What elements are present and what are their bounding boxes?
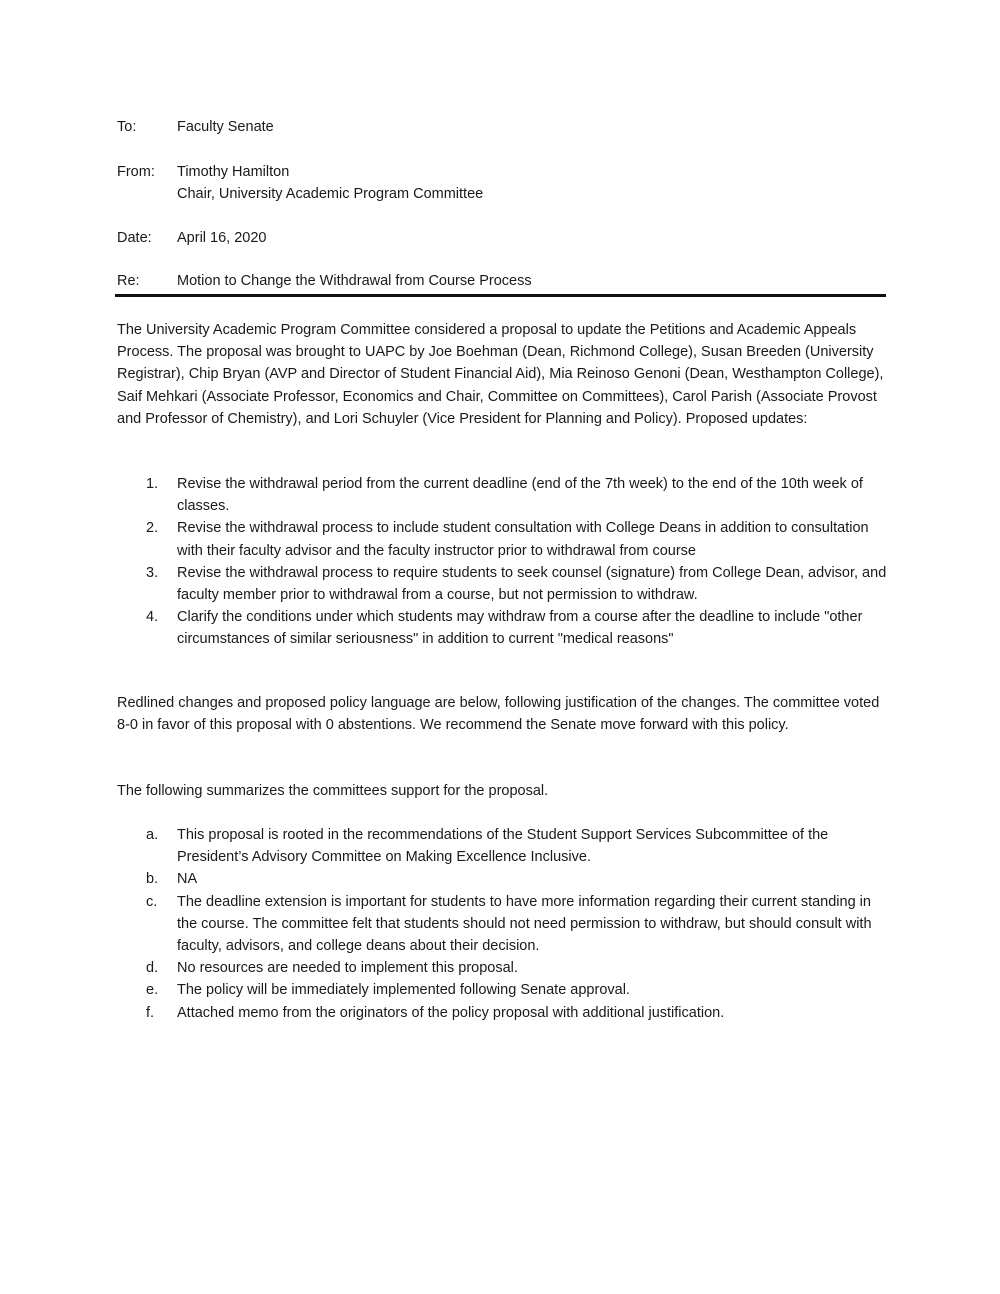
list-item-text: No resources are needed to implement this proposal.: [177, 960, 518, 977]
list-marker: b.: [146, 871, 159, 888]
list-marker: d.: [146, 960, 159, 977]
to-value: Faculty Senate: [177, 119, 274, 135]
to-label: To:: [117, 119, 137, 135]
list-item: [146, 1002, 891, 1024]
list-item: [146, 517, 891, 561]
list-marker: 4.: [146, 609, 159, 626]
list-marker: c.: [146, 893, 158, 910]
list-marker: 1.: [146, 476, 159, 492]
support-list: [146, 824, 891, 1024]
list-item: [146, 868, 891, 890]
from-name: Timothy Hamilton: [177, 164, 290, 180]
list-item-text: Clarify the conditions under which students may withdraw from a course after the deadline to include "other circumstances of similar seriousness" in addition to current "medical reasons": [177, 609, 863, 648]
list-item: [146, 979, 891, 1001]
list-marker: e.: [146, 982, 159, 999]
redlined-paragraph: Redlined changes and proposed policy language are below, following justification of the changes. The committee voted 8-0 in favor of this proposal with 0 abstentions. We recommend the Senate move forward with this policy.: [117, 695, 880, 734]
list-marker: 2.: [146, 520, 159, 537]
list-item-text: Revise the withdrawal process to include student consultation with College Deans in addition to consultation with their faculty advisor and the faculty instructor prior to withdrawal from course: [177, 520, 869, 559]
list-item-text: Attached memo from the originators of the policy proposal with additional justification.: [177, 1004, 725, 1021]
list-item: [146, 891, 891, 958]
list-item-text: The policy will be immediately implemented following Senate approval.: [177, 982, 630, 999]
list-marker: 3.: [146, 564, 159, 581]
proposed-updates-list: [146, 473, 891, 651]
list-item: [146, 473, 891, 517]
list-item: [146, 562, 891, 606]
date-label: Date:: [117, 230, 152, 246]
summary-intro: The following summarizes the committees support for the proposal.: [117, 783, 549, 799]
list-item-text: NA: [177, 871, 198, 888]
list-item: [146, 957, 891, 979]
list-item-text: Revise the withdrawal process to require students to seek counsel (signature) from College Dean, advisor, and faculty member prior to withdrawal from a course, but not permission to withdraw.: [177, 564, 887, 604]
re-value: Motion to Change the Withdrawal from Course Process: [177, 273, 532, 289]
list-item-text: This proposal is rooted in the recommendations of the Student Support Services Subcommittee of the President’s Advisory Committee on Making Excellence Inclusive.: [177, 827, 829, 866]
list-item-text: Revise the withdrawal period from the current deadline (end of the 7th week) to the end of the 10th week of classes.: [177, 476, 863, 515]
intro-paragraph: The University Academic Program Committee considered a proposal to update the Petitions and Academic Appeals Process. The proposal was brought to UAPC by Joe Boehman (Dean, Richmond College), Susan Breeden (University Registrar), Chip Bryan (AVP and Director of Student Financial Aid), Mia Reinoso Genoni (Dean, Westhampton College), Saif Mehkari (Associate Professor, Economics and Chair, Committee on Committees), Carol Parish (Associate Provost and Professor of Chemistry), and Lori Schuyler (Vice President for Planning and Policy). Proposed updates:: [117, 322, 884, 427]
list-item-text: The deadline extension is important for students to have more information regarding their current standing in the course. The committee felt that students should not need permission to withdraw, but should consult with faculty, advisors, and college deans about their decision.: [177, 893, 872, 955]
list-marker: f.: [146, 1004, 155, 1021]
header-divider: [115, 294, 886, 297]
list-item: [146, 606, 891, 650]
from-label: From:: [117, 164, 155, 180]
date-value: April 16, 2020: [177, 230, 267, 246]
re-label: Re:: [117, 273, 140, 289]
from-title: Chair, University Academic Program Committee: [177, 186, 484, 202]
list-item: [146, 824, 891, 868]
list-marker: a.: [146, 827, 159, 843]
